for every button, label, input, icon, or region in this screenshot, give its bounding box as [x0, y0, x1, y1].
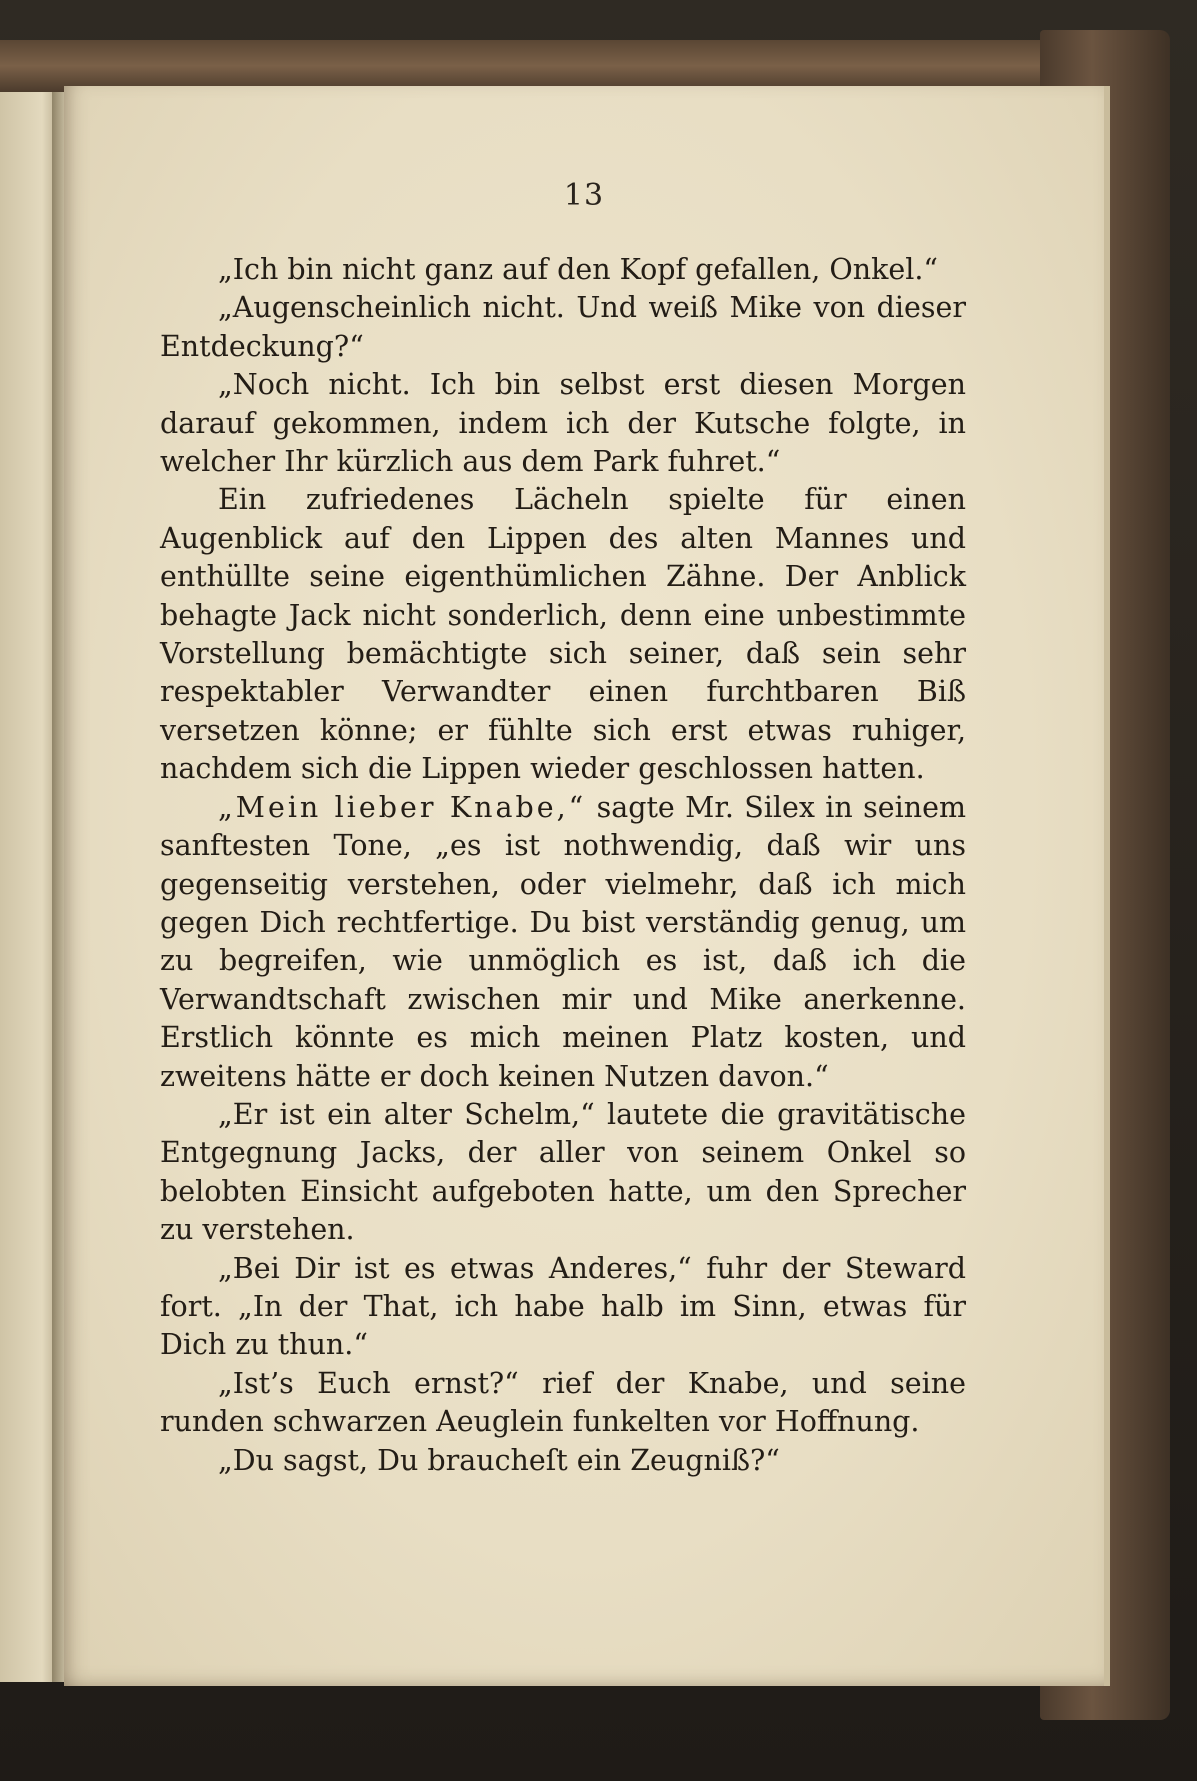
paragraph: Ein zufriedenes Lächeln spielte für einen Augenblick auf den Lippen des alten Mannes und enthüllte seine eigenthümlichen Zähne. Der Anblick behagte Jack nicht sonderlich, denn eine unbestimmte Vorstellung bemächtigte sich seiner, daß sein sehr respektabler Verwandter einen furchtbaren Biß versetzen könne; er fühlte sich erst etwas ruhiger, nachdem sich die Lippen wieder geschlossen hatten. [160, 483, 966, 786]
spaced-quote: „Mein lieber Knabe,“ [218, 790, 587, 824]
paragraph: „Bei Dir ist es etwas Anderes,“ fuhr der Steward fort. „In der That, ich habe halb im Sinn, etwas für Dich zu thun.“ [160, 1251, 966, 1362]
previous-page-edge [0, 92, 60, 1682]
paragraph [160, 789, 966, 1096]
paragraph: „Er ist ein alter Schelm,“ lautete die gravitätische Entgegnung Jacks, der aller von seinem Onkel so belobten Einsicht aufgeboten hatte, um den Sprecher zu verstehen. [160, 1097, 966, 1247]
paragraph: „Augenscheinlich nicht. Und weiß Mike von dieser Entdeckung?“ [160, 291, 966, 363]
book-page [64, 86, 1110, 1686]
paragraph: „Noch nicht. Ich bin selbst erst diesen Morgen darauf gekommen, indem ich der Kutsche folgte, in welcher Ihr kürzlich aus dem Park fuhret.“ [160, 368, 966, 479]
page-text [160, 251, 966, 1480]
page-number: 13 [563, 178, 605, 213]
paragraph-rest: sagte Mr. Silex in seinem sanftesten Tone, „es ist nothwendig, daß wir uns gegenseitig verstehen, oder vielmehr, daß ich mich gegen Dich rechtfertige. Du bist verständig genug, um zu begreifen, wie unmöglich es ist, daß ich die Verwandtschaft zwischen mir und Mike anerkenne. Erstlich könnte es mich meinen Platz kosten, und zweitens hätte er doch keinen Nutzen davon.“ [160, 790, 966, 1093]
paragraph: „Ich bin nicht ganz auf den Kopf gefallen, Onkel.“ [218, 253, 938, 286]
paragraph: „Ist’s Euch ernst?“ rief der Knabe, und seine runden schwarzen Aeuglein funkelten vor Hoffnung. [160, 1366, 966, 1439]
book-binding [0, 40, 1130, 92]
paragraph: „Du sagst, Du braucheſt ein Zeugniß?“ [218, 1443, 780, 1477]
